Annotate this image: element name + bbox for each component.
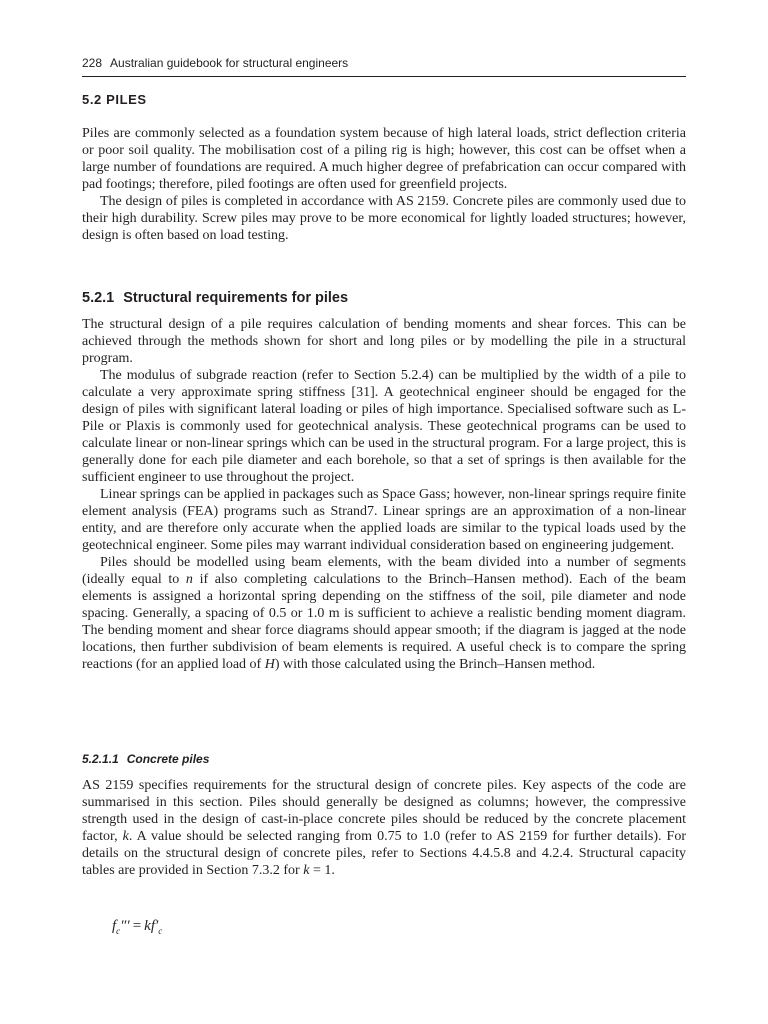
subsection-body (82, 316, 686, 673)
text-run: = 1. (309, 863, 335, 878)
eq-prime: ′ (155, 918, 159, 934)
eq-prime: ″′ (120, 918, 130, 934)
section-heading: 5.2 PILES (82, 92, 147, 107)
running-header (82, 55, 686, 71)
text-run: AS 2159 specifies requirements for the structural design of concrete piles. Key aspects of the code are summarised in this section. Piles should generally be designed as columns; however, the compressive strength used in the design of cast-in-place concrete piles should be reduced by the concrete placement factor, (82, 778, 686, 844)
section-body (82, 125, 686, 244)
page-number: 228 (82, 56, 103, 70)
eq-equals: = (132, 918, 142, 934)
running-title: Australian guidebook for structural engineers (110, 56, 349, 70)
text-run: if also completing calculations to the Brinch–Hansen method). Each of the beam elements is assigned a horizontal spring depending on the stiffness of the soil, pile diameter and node spacing. Generally, a spacing of 0.5 or 1.0 m is sufficient to achieve a realistic bending moment diagram. The bending moment and shear force diagrams should appear smooth; if the diagram is jagged at the node locations, then further subdivision of beam elements is required. A useful check is to compare the spring reactions (for an applied load of (82, 572, 686, 672)
italic-variable: k (303, 863, 310, 878)
paragraph (82, 777, 686, 879)
subsubsection-body (82, 777, 686, 879)
paragraph: Piles are commonly selected as a foundation system because of high lateral loads, strict deflection criteria or poor soil quality. The mobilisation cost of a piling rig is high; however, this cost can be offset when a large number of foundations are required. A much higher degree of prefabrication can occur compared with pad footings; therefore, piled footings are often used for greenfield projects. (82, 126, 686, 192)
italic-variable: k (122, 829, 129, 844)
eq-subscript: c (116, 926, 121, 936)
subsection-heading (82, 290, 348, 306)
italic-variable: H (264, 657, 275, 672)
italic-variable: n (185, 572, 193, 587)
subsection-title: Structural requirements for piles (123, 290, 349, 306)
subsubsection-title: Concrete piles (126, 752, 210, 766)
paragraph: Linear springs can be applied in packages such as Space Gass; however, non-linear springs require finite element analysis (FEA) programs such as Strand7. Linear springs are an approximation of a non-linear entity, and are therefore only accurate when the applied loads are similar to the typical loads used by the geotechnical engineer. Some piles may warrant individual consideration based on engineering judgement. (82, 487, 686, 553)
paragraph: The structural design of a pile requires calculation of bending moments and shear forces. This can be achieved through the methods shown for short and long piles or by modelling the pile in a structural program. (82, 317, 686, 366)
eq-symbol: f (150, 918, 156, 934)
eq-subscript: c (158, 926, 163, 936)
subsubsection-heading (82, 752, 209, 766)
equation (112, 918, 162, 936)
eq-symbol: k (144, 918, 151, 934)
subsection-number: 5.2.1 (82, 290, 115, 306)
eq-symbol: f (112, 918, 117, 934)
text-run: Piles should be modelled using beam elements, with the beam divided into a number of segments (ideally equal to (82, 555, 686, 587)
text-run: ) with those calculated using the Brinch–Hansen method. (274, 657, 596, 672)
header-rule (82, 76, 686, 77)
paragraph: The design of piles is completed in accordance with AS 2159. Concrete piles are commonly used due to their high durability. Screw piles may prove to be more economical for lightly loaded structures; however, design is often based on load testing. (82, 194, 686, 243)
paragraph: The modulus of subgrade reaction (refer to Section 5.2.4) can be multiplied by the width of a pile to calculate a very approximate spring stiffness [31]. A geotechnical engineer should be engaged for the design of piles with significant lateral loading or piles of high importance. Specialised software such as L-Pile or Plaxis is commonly used for geotechnical analysis. These geotechnical programs can be used to calculate linear or non-linear springs which can be used in the structural program. For a large project, this is generally done for each pile diameter and each borehole, so that a set of springs is then available for the sufficient engineer to use throughout the project. (82, 368, 686, 485)
subsubsection-number: 5.2.1.1 (82, 752, 119, 766)
text-run: . A value should be selected ranging from 0.75 to 1.0 (refer to AS 2159 for further details). For details on the structural design of concrete piles, refer to Sections 4.4.5.8 and 4.2.4. Structural capacity tables are provided in Section 7.3.2 for (82, 829, 686, 878)
paragraph (82, 554, 686, 673)
